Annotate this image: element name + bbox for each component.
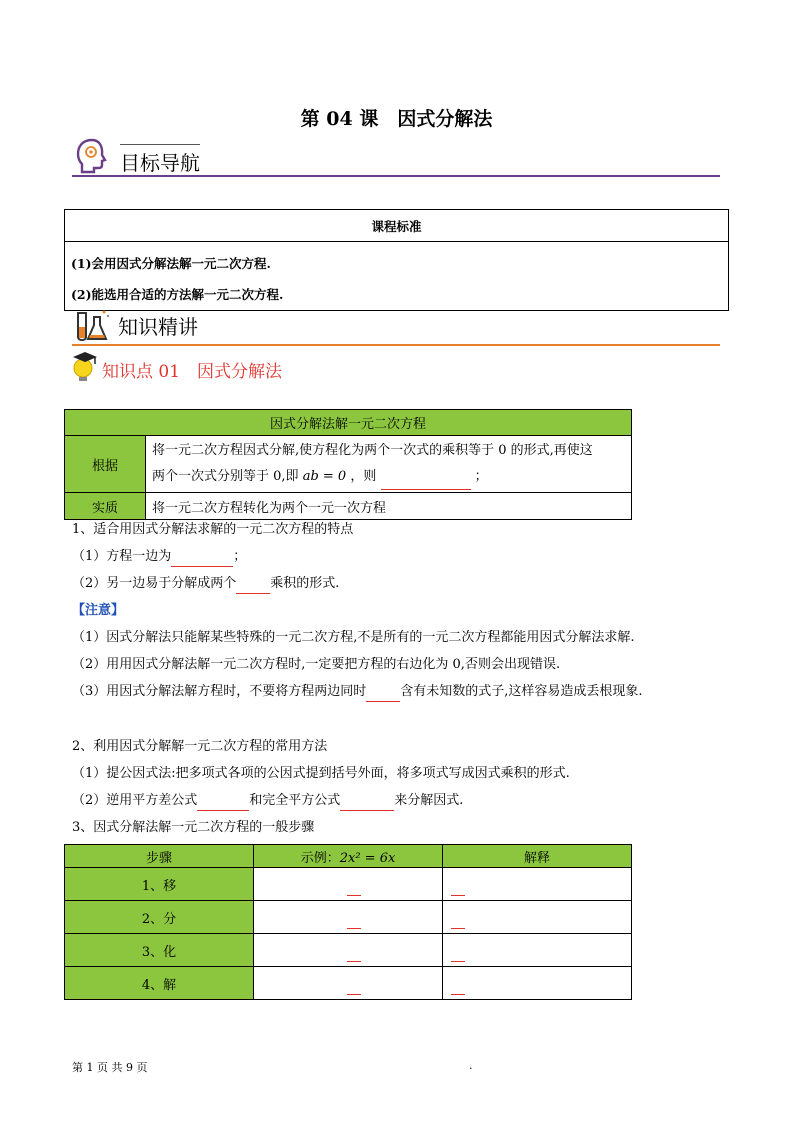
standard-item: (2)能选用合适的方法解一元二次方程. bbox=[71, 287, 284, 302]
basis-formula: ab = 0 bbox=[302, 469, 347, 484]
method-item-2: （2）逆用平方差公式 bbox=[72, 793, 198, 808]
feature-blank-1[interactable] bbox=[171, 552, 233, 567]
method-item-2-mid: 和完全平方公式 bbox=[249, 793, 341, 808]
step-row-label: 3、化 bbox=[65, 934, 254, 967]
section-goals-title: 目标导航 bbox=[120, 151, 200, 175]
steps-col-example: 示例： bbox=[300, 850, 340, 866]
note-item-2: （2）用用因式分解法解一元二次方程时,一定要把方程的右边化为 0,否则会出现错误. bbox=[72, 657, 561, 672]
step-example-blank[interactable] bbox=[347, 927, 361, 929]
steps-table bbox=[64, 844, 632, 1000]
standard-item: (1)会用因式分解法解一元二次方程. bbox=[71, 256, 271, 271]
essence-label: 实质 bbox=[65, 493, 146, 520]
step-example-blank[interactable] bbox=[347, 993, 361, 995]
section-knowledge-title: 知识精讲 bbox=[118, 314, 198, 339]
note-item-1: （1）因式分解法只能解某些特殊的一元二次方程,不是所有的一元二次方程都能用因式分解法求解. bbox=[72, 630, 635, 645]
note-item-3: （3）用因式分解法解方程时，不要将方程两边同时 bbox=[72, 684, 367, 699]
method-blank-1[interactable] bbox=[197, 796, 249, 811]
lab-flask-icon bbox=[72, 307, 110, 343]
method-blank-2[interactable] bbox=[340, 796, 394, 811]
method-table-header: 因式分解法解一元二次方程 bbox=[65, 410, 632, 436]
step-row-label: 1、移 bbox=[65, 868, 254, 901]
basis-answer-blank[interactable] bbox=[381, 473, 471, 490]
features-heading: 1、适合用因式分解法求解的一元二次方程的特点 bbox=[72, 522, 354, 537]
section-knowledge-divider bbox=[72, 344, 720, 346]
feature-item-2-suffix: 乘积的形式. bbox=[270, 576, 340, 591]
standard-header: 课程标准 bbox=[65, 210, 729, 242]
step-row-label: 2、分 bbox=[65, 901, 254, 934]
section-goals-header bbox=[74, 136, 200, 176]
section-knowledge-header bbox=[72, 307, 198, 343]
notes-label: 【注意】 bbox=[72, 603, 125, 618]
method-item-1: （1）提公因式法:把多项式各项的公因式提到括号外面，将多项式写成因式乘积的形式. bbox=[72, 766, 570, 781]
basis-line-2-prefix: 两个一次式分别等于 0,即 bbox=[152, 469, 299, 484]
note-item-3-suffix: 含有未知数的式子,这样容易造成丢根现象. bbox=[400, 684, 643, 699]
step-explain-blank[interactable] bbox=[451, 993, 465, 995]
basis-line-1: 将一元二次方程因式分解,使方程化为两个一次式的乘积等于 0 的形式,再使这 bbox=[152, 443, 593, 458]
basis-line-2-end: ； bbox=[474, 469, 488, 484]
methods-heading: 2、利用因式分解解一元二次方程的常用方法 bbox=[72, 739, 328, 754]
feature-item-2: （2）另一边易于分解成两个 bbox=[72, 576, 237, 591]
basis-label: 根据 bbox=[65, 436, 146, 493]
feature-blank-2[interactable] bbox=[236, 579, 270, 594]
feature-item-1-suffix: ； bbox=[233, 549, 247, 564]
step-explain-blank[interactable] bbox=[451, 927, 465, 929]
steps-col-step: 步骤 bbox=[65, 845, 254, 868]
steps-col-explain: 解释 bbox=[443, 845, 632, 868]
page-number: 第 1 页 共 9 页 bbox=[72, 1061, 148, 1074]
knowledge-point-header bbox=[70, 349, 282, 383]
notes-block bbox=[72, 601, 752, 702]
steps-heading: 3、因式分解法解一元二次方程的一般步骤 bbox=[72, 820, 315, 835]
features-block bbox=[72, 520, 732, 594]
page-title: 第 04 课 因式分解法 bbox=[300, 108, 493, 130]
note-blank[interactable] bbox=[366, 687, 400, 702]
feature-item-1: （1）方程一边为 bbox=[72, 549, 172, 564]
method-table bbox=[64, 409, 632, 520]
essence-text: 将一元二次方程转化为两个一元一次方程 bbox=[146, 493, 632, 520]
graduate-bulb-icon bbox=[70, 349, 100, 383]
step-explain-blank[interactable] bbox=[451, 960, 465, 962]
steps-example-formula: 2x² = 6x bbox=[339, 850, 396, 866]
step-example-blank[interactable] bbox=[347, 960, 361, 962]
step-example-blank[interactable] bbox=[347, 894, 361, 896]
step-row-label: 4、解 bbox=[65, 967, 254, 1000]
step-explain-blank[interactable] bbox=[451, 894, 465, 896]
course-standard-table bbox=[64, 209, 729, 311]
section-goals-divider bbox=[72, 175, 720, 177]
method-item-2-suffix: 来分解因式. bbox=[394, 793, 464, 808]
methods-block bbox=[72, 737, 752, 838]
basis-line-2-mid: ，则 bbox=[350, 469, 377, 484]
knowledge-point-title: 知识点 01 因式分解法 bbox=[102, 361, 283, 382]
brain-head-icon bbox=[74, 137, 110, 175]
footer-dot: . bbox=[469, 1059, 473, 1072]
